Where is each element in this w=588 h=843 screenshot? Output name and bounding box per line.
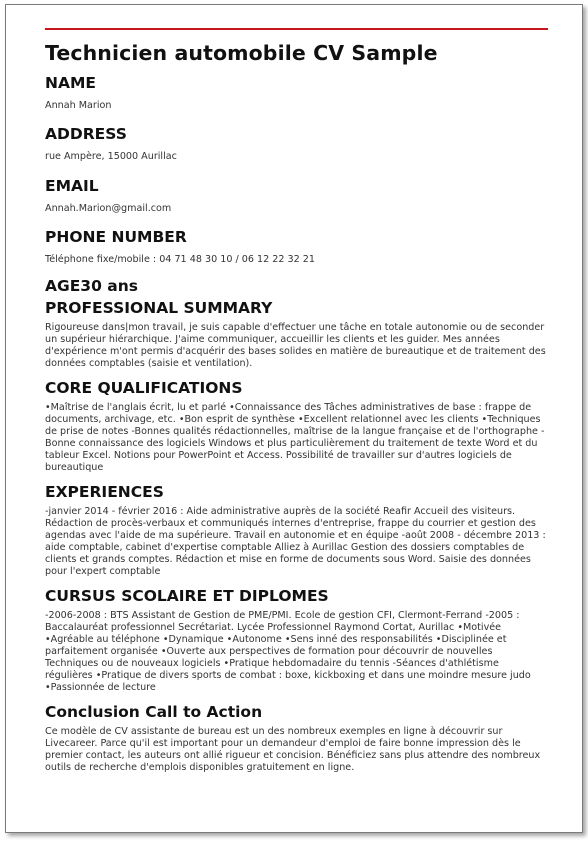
email-value: Annah.Marion@gmail.com xyxy=(45,203,172,214)
conclusion-text: Ce modèle de CV assistante de bureau est un des nombreux exemples en ligne à découvrir sur Livecareer. Parce qu'il est important pour un demandeur d'emploi de faire bonne impression dès le premier contact, les auteurs ont allié rigueur et concision. Bénéficiez sans plus attendre des nombreux outils de recherche d'emplois disponibles gratuitement en ligne. xyxy=(45,726,541,773)
email-heading: EMAIL xyxy=(45,177,99,195)
address-value: rue Ampère, 15000 Aurillac xyxy=(45,151,177,162)
name-heading: NAME xyxy=(45,74,96,92)
cv-page xyxy=(5,4,583,833)
cv-content xyxy=(45,39,548,774)
qualifications-text: •Maîtrise de l'anglais écrit, lu et parlé •Connaissance des Tâches administratives de base : frappe de documents, archivage, etc. •Bon esprit de synthèse •Excellent relationnel avec les clients •Techniques de prise de notes -Bonnes qualités rédactionnelles, maîtrise de la langue française et de l'orthographe -Bonne connaissance des logiciels Windows et plus particulièrement du traitement de texte Word et du tableur Excel. Notions pour PowerPoint et Access. Possibilité de travailler sur d'autres logiciels de bureautique xyxy=(45,402,545,473)
phone-value: Téléphone fixe/mobile : 04 71 48 30 10 / 06 12 22 32 21 xyxy=(45,254,316,265)
summary-text: Rigoureuse dans|mon travail, je suis capable d'effectuer une tâche en totale autonomie ou de seconder un supérieur hiérarchique. J'aime communiquer, accueillir les clients et les guider. Mes années d'expérience m'ont permis d'acquérir des bases solides en matière de bureautique et de traitement des données comptables (saisie et ventilation). xyxy=(45,322,546,369)
summary-heading: PROFESSIONAL SUMMARY xyxy=(45,299,273,317)
qualifications-heading: CORE QUALIFICATIONS xyxy=(45,379,243,397)
phone-heading: PHONE NUMBER xyxy=(45,228,187,246)
experiences-heading: EXPERIENCES xyxy=(45,483,164,501)
conclusion-heading: Conclusion Call to Action xyxy=(45,703,263,721)
education-heading: CURSUS SCOLAIRE ET DIPLOMES xyxy=(45,587,329,605)
age-heading: AGE30 ans xyxy=(45,277,138,295)
document-title: Technicien automobile CV Sample xyxy=(45,41,438,65)
name-value: Annah Marion xyxy=(45,100,112,111)
experiences-text: -janvier 2014 - février 2016 : Aide administrative auprès de la société Reafir Accueil des visiteurs. Rédaction de procès-verbaux et communiqués internes d'entreprise, frappe du courrier et gestion des agendas avec l'aide de ma supérieure. Travail en autonomie et en équipe -août 2008 - décembre 2013 : aide comptable, cabinet d'expertise comptable Alliez à Aurillac Gestion des dossiers comptables de clients et grands comptes. Rédaction et mise en forme de documents sous Word. Saisie des données pour l'expert comptable xyxy=(45,506,546,577)
accent-rule xyxy=(45,28,548,30)
address-heading: ADDRESS xyxy=(45,125,127,143)
education-text: -2006-2008 : BTS Assistant de Gestion de PME/PMI. Ecole de gestion CFI, Clermont-Ferrand -2005 : Baccalauréat professionnel Secrétariat. Lycée Professionnel Raymond Cortat, Aurillac •Motivée •Agréable au téléphone •Dynamique •Autonome •Sens inné des responsabilités •Disciplinée et parfaitement organisée •Ouverte aux perspectives de formation pour découvrir de nouvelles Techniques ou de nouveaux logiciels •Pratique hebdomadaire du tennis -Séances d'athlétisme régulières •Pratique de divers sports de combat : boxe, kickboxing et dans une moindre mesure judo •Passionnée de lecture xyxy=(45,610,531,693)
